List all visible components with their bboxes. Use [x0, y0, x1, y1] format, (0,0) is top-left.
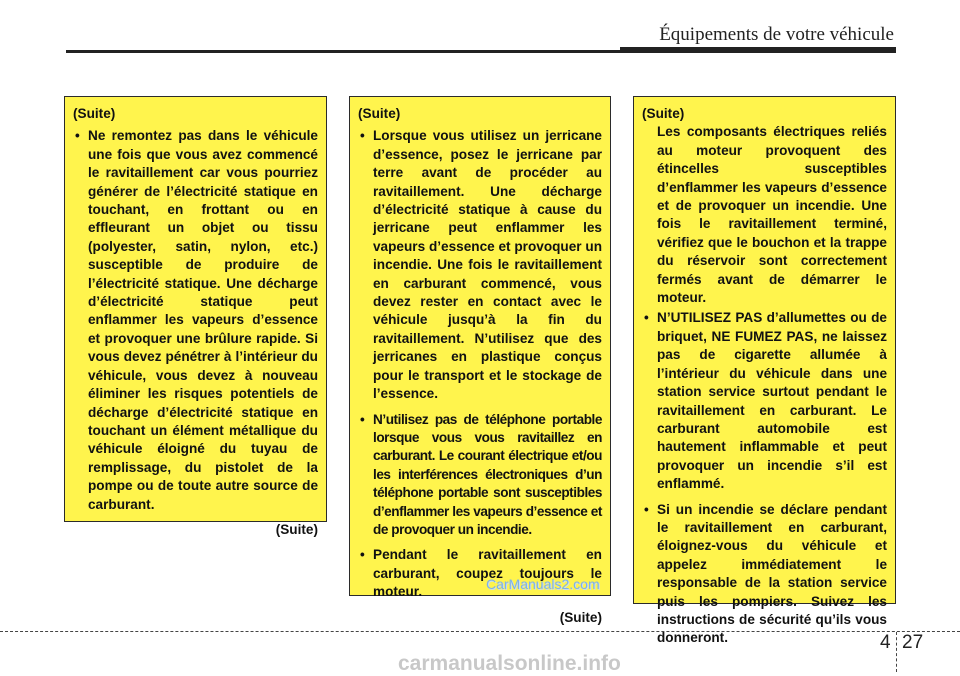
continued-label-top: (Suite)	[642, 106, 685, 121]
continued-label-top: (Suite)	[73, 106, 116, 121]
bullet-item: • Lorsque vous utilisez un jerricane d’essence, posez le jerricane par terre avant de procéder au ravitaillement. Une décharge d’électricité statique à cause du jerricane peut enflammer les vapeurs d’essence et provoquer un incendie. Une fois le ravitaillement en carburant commencé, vous devez rester en contact avec le véhicule jusqu’à la fin du ravitaillement. N’utilisez que des jerricanes en plastique conçus pour le transport et le stockage de l’essence.	[358, 127, 602, 403]
bullet-item: • Ne remontez pas dans le véhicule une fois que vous avez commencé le ravitaillement car vous pourriez générer de l’électricité statique en touchant, en frottant ou en effleurant un objet ou tissu (polyester, satin, nylon, etc.) susceptible de produire de l’électricité statique. Une décharge d’électricité statique peut enflammer les vapeurs d’essence et provoquer une brûlure rapide. Si vous devez pénétrer à l’intérieur du véhicule, vous devez à nouveau éliminer les risques potentiels de décharge d’électricité statique en touchant un élément métallique du véhicule éloigné du tuyau de remplissage, du pistolet de la pompe ou de toute autre source de carburant.	[73, 127, 318, 514]
intro-paragraph: Les composants électriques reliés au moteur provoquent des étincelles susceptibles d’enflammer les vapeurs d’essence et de provoquer un incendie. Une fois le ravitaillement terminé, vérifiez que le bouchon et la trappe du réservoir sont correctement fermés avant de démarrer le moteur.	[657, 124, 887, 306]
warning-box-3	[633, 96, 896, 646]
warning-box-1	[64, 96, 327, 537]
header-rule	[66, 50, 896, 53]
bullet-item: • Pendant le ravitaillement en carburant, coupez toujours le moteur.	[358, 546, 602, 601]
bullet-list	[642, 309, 887, 647]
footer-site-watermark: carmanualsonline.info	[398, 652, 621, 675]
page-header-title: Équipements de votre véhicule	[659, 24, 894, 45]
continued-label-bottom: (Suite)	[559, 609, 602, 625]
footer-rule	[0, 631, 960, 632]
bullet-list	[358, 127, 602, 601]
page-number-separator	[896, 632, 897, 672]
bullet-item: • N’utilisez pas de téléphone portable lorsque vous vous ravitaillez en carburant. Le courant électrique et/ou les interférences électroniques d’un téléphone portable sont susceptibles d’enflammer les vapeurs d’essence et de provoquer un incendie.	[358, 411, 602, 540]
continued-label-bottom: (Suite)	[275, 521, 318, 537]
bullet-list	[73, 127, 318, 514]
warning-box-2	[349, 96, 611, 625]
bullet-item: • N’UTILISEZ PAS d’allumettes ou de briquet, NE FUMEZ PAS, ne laissez pas de cigarette allumée à l’intérieur du véhicule dans une station service surtout pendant le ravitaillement en carburant. Le carburant automobile est hautement inflammable et peut provoquer un incendie s’il est enflammé.	[642, 309, 887, 493]
chapter-number: 4	[880, 632, 891, 653]
continued-label-top: (Suite)	[358, 106, 401, 121]
bullet-item: • Si un incendie se déclare pendant le ravitaillement en carburant, éloignez-vous du véhicule et appelez immédiatement le responsable de la station service puis les pompiers. Suivez les instructions de sécurité qu’ils vous donneront.	[642, 501, 887, 648]
page-number-value: 27	[902, 632, 924, 653]
watermark-text: CarManuals2.com	[486, 576, 600, 592]
